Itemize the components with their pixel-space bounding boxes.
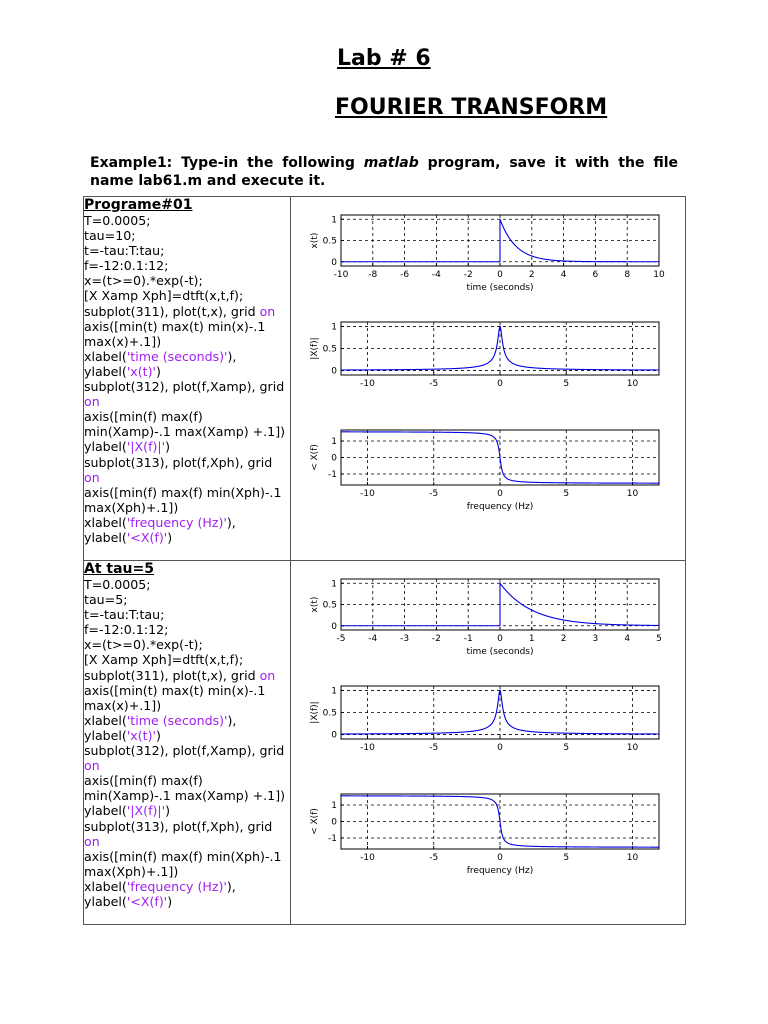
- x-tick-label: 0: [497, 379, 503, 389]
- code-line: [84, 515, 290, 545]
- code-text: t=-tau:T:tau;: [84, 243, 165, 259]
- x-tick-label: 0: [497, 743, 503, 753]
- code-text: x=(t>=0).*exp(-t);: [84, 273, 203, 289]
- x-tick-label: 5: [656, 634, 662, 644]
- code-line: [84, 577, 290, 592]
- code-block: [84, 577, 290, 909]
- x-tick-label: 5: [563, 379, 570, 389]
- code-block: [84, 213, 290, 545]
- x-tick-label: -10: [360, 853, 375, 863]
- x-tick-label: 5: [563, 853, 570, 863]
- code-line: [84, 288, 290, 303]
- code-text: t=-tau:T:tau;: [84, 607, 165, 623]
- code-line: [84, 773, 290, 803]
- code-line: [84, 273, 290, 288]
- x-tick-label: -5: [429, 853, 439, 863]
- code-line: [84, 243, 290, 258]
- code-text: axis([min(f) max(f) min(Xph)-.1 max(Xph)+.1]): [84, 484, 286, 515]
- code-text: subplot(313), plot(f,Xph), grid: [84, 818, 277, 834]
- code-line: [84, 379, 290, 409]
- section-heading: At tau=5: [84, 561, 154, 577]
- code-line: [84, 652, 290, 667]
- code-string: 'time (seconds)': [126, 712, 228, 728]
- code-cell-1: [84, 197, 291, 561]
- x-tick-label: -4: [431, 270, 441, 280]
- x-tick-label: 4: [560, 270, 567, 280]
- code-line: [84, 592, 290, 607]
- intro-text: Example1: Type-in the following: [90, 155, 364, 171]
- chart-magnitude: [310, 686, 659, 753]
- x-tick-label: 5: [563, 743, 570, 753]
- x-tick-label: 8: [624, 270, 631, 280]
- x-tick-label: 2: [560, 634, 567, 644]
- x-tick-label: 10: [626, 743, 639, 753]
- code-text: ), ylabel(: [84, 712, 241, 743]
- code-string: '<X(f)': [126, 893, 168, 909]
- code-text: x=(t>=0).*exp(-t);: [84, 637, 203, 653]
- code-string: on: [84, 394, 100, 410]
- y-tick-label: 1: [331, 686, 337, 697]
- code-line: [84, 607, 290, 622]
- x-tick-label: 6: [592, 270, 599, 280]
- code-string: 'frequency (Hz)': [126, 514, 227, 530]
- code-text: tau=5;: [84, 592, 128, 608]
- y-axis-label: |X(f)|: [310, 337, 320, 360]
- code-string: '|X(f)|': [126, 439, 166, 455]
- code-string: 'time (seconds)': [126, 348, 228, 364]
- code-text: [X Xamp Xph]=dtft(x,t,f);: [84, 652, 244, 668]
- intro-matlab: matlab: [363, 155, 419, 171]
- x-tick-label: 10: [626, 379, 639, 389]
- code-line: [84, 879, 290, 909]
- x-tick-label: 0: [497, 853, 503, 863]
- code-line: [84, 485, 290, 515]
- code-line: [84, 213, 290, 228]
- y-axis-label: < X(f): [310, 444, 320, 471]
- y-axis-label: x(t): [310, 596, 320, 613]
- code-line: [84, 637, 290, 652]
- code-text: f=-12:0.1:12;: [84, 258, 169, 274]
- code-string: on: [259, 667, 276, 683]
- x-tick-label: 0: [497, 270, 503, 280]
- code-text: axis([min(f) max(f) min(Xamp)-.1 max(Xamp) +.1]): [84, 773, 286, 804]
- chart-time: [310, 579, 662, 657]
- x-tick-label: 5: [563, 489, 570, 499]
- chart-time: [310, 215, 665, 293]
- x-axis-label: time (seconds): [466, 283, 534, 293]
- x-axis-label: frequency (Hz): [466, 866, 534, 876]
- y-tick-label: 1: [331, 322, 337, 333]
- code-text: subplot(313), plot(f,Xph), grid: [84, 454, 277, 470]
- x-tick-label: 3: [592, 634, 599, 644]
- code-line: [84, 409, 290, 439]
- code-line: [84, 622, 290, 637]
- code-text: ), ylabel(: [84, 348, 241, 379]
- code-text: subplot(311), plot(t,x), grid: [84, 303, 260, 319]
- x-tick-label: -5: [336, 634, 346, 644]
- x-tick-label: 10: [626, 489, 639, 499]
- code-line: [84, 349, 290, 379]
- code-string: 'frequency (Hz)': [126, 878, 227, 894]
- x-tick-label: -5: [429, 489, 439, 499]
- y-tick-label: 0: [331, 366, 337, 377]
- y-tick-label: 0.5: [322, 708, 337, 719]
- intro-paragraph: [90, 154, 678, 190]
- code-text: ), ylabel(: [84, 514, 240, 545]
- code-text: axis([min(f) max(f) min(Xamp)-.1 max(Xamp) +.1]): [84, 409, 286, 440]
- x-tick-label: -3: [400, 634, 410, 644]
- code-line: [84, 319, 290, 349]
- y-tick-label: -1: [328, 833, 337, 844]
- code-text: ): [165, 803, 171, 819]
- y-tick-label: 1: [331, 801, 337, 812]
- code-text: subplot(312), plot(f,Xamp), grid: [84, 743, 289, 759]
- y-tick-label: 0: [331, 621, 337, 632]
- x-tick-label: -10: [360, 743, 375, 753]
- code-text: subplot(312), plot(f,Xamp), grid: [84, 379, 289, 395]
- code-text: ), ylabel(: [84, 878, 240, 909]
- code-text: axis([min(f) max(f) min(Xph)-.1 max(Xph)+.1]): [84, 848, 286, 879]
- code-string: on: [259, 303, 276, 319]
- code-line: [84, 304, 290, 319]
- y-tick-label: 1: [331, 579, 337, 590]
- x-tick-label: 1: [528, 634, 535, 644]
- y-tick-label: 1: [331, 215, 337, 226]
- code-cell-2: [84, 561, 291, 925]
- code-line: [84, 439, 290, 454]
- code-text: xlabel(: [84, 348, 127, 364]
- code-text: axis([min(t) max(t) min(x)-.1 max(x)+.1]): [84, 318, 270, 349]
- code-text: xlabel(: [84, 712, 127, 728]
- code-text: [X Xamp Xph]=dtft(x,t,f);: [84, 288, 244, 304]
- code-text: axis([min(t) max(t) min(x)-.1 max(x)+.1]): [84, 682, 270, 713]
- code-text: ): [155, 363, 161, 379]
- y-tick-label: 0.5: [322, 600, 337, 611]
- x-axis-label: frequency (Hz): [466, 502, 534, 512]
- x-tick-label: 2: [528, 270, 535, 280]
- main-title: FOURIER TRANSFORM: [335, 95, 608, 120]
- code-line: [84, 743, 290, 773]
- y-axis-label: |X(f)|: [310, 701, 320, 724]
- plot-cell-1: [291, 197, 686, 561]
- code-text: ): [167, 529, 173, 545]
- code-text: ): [165, 439, 171, 455]
- x-tick-label: -10: [333, 270, 349, 280]
- y-tick-label: 0.5: [322, 344, 337, 355]
- code-text: xlabel(: [84, 878, 127, 894]
- x-tick-label: 0: [497, 489, 503, 499]
- x-tick-label: -2: [463, 270, 473, 280]
- x-tick-label: -5: [429, 379, 439, 389]
- x-tick-label: -5: [429, 743, 439, 753]
- y-tick-label: -1: [328, 469, 337, 480]
- x-tick-label: 0: [497, 634, 503, 644]
- plot-cell-2: [291, 561, 686, 925]
- code-text: ylabel(: [84, 803, 127, 819]
- x-tick-label: -10: [360, 379, 375, 389]
- code-text: subplot(311), plot(t,x), grid: [84, 667, 260, 683]
- x-tick-label: 10: [653, 270, 665, 280]
- code-line: [84, 819, 290, 849]
- code-line: [84, 455, 290, 485]
- chart-phase: [310, 430, 659, 512]
- code-string: '<X(f)': [126, 529, 168, 545]
- y-tick-label: 0: [331, 257, 337, 268]
- code-text: f=-12:0.1:12;: [84, 622, 169, 638]
- x-tick-label: -2: [431, 634, 441, 644]
- lab-title: Lab # 6: [337, 46, 431, 71]
- plot-panel-1: [291, 197, 684, 559]
- code-text: ): [155, 727, 161, 743]
- x-tick-label: -4: [368, 634, 378, 644]
- code-text: tau=10;: [84, 228, 136, 244]
- code-line: [84, 683, 290, 713]
- x-axis-label: time (seconds): [466, 647, 534, 657]
- code-string: 'x(t)': [126, 363, 156, 379]
- x-tick-label: -10: [360, 489, 375, 499]
- code-string: on: [84, 758, 100, 774]
- y-tick-label: 0: [331, 453, 337, 464]
- code-line: [84, 849, 290, 879]
- code-line: [84, 803, 290, 818]
- section-heading: Programe#01: [84, 197, 193, 213]
- code-line: [84, 668, 290, 683]
- chart-phase: [310, 794, 659, 876]
- code-string: on: [84, 469, 100, 485]
- y-axis-label: < X(f): [310, 808, 320, 835]
- code-text: ): [167, 893, 173, 909]
- code-line: [84, 228, 290, 243]
- code-string: '|X(f)|': [126, 803, 166, 819]
- code-string: on: [84, 833, 100, 849]
- section-row-2: [84, 561, 686, 925]
- y-axis-label: x(t): [310, 232, 320, 249]
- x-tick-label: -8: [368, 270, 378, 280]
- intro-text-end: program, save it with the file name lab61.m and execute it.: [90, 155, 679, 189]
- code-text: T=0.0005;: [84, 577, 151, 592]
- x-tick-label: -1: [463, 634, 473, 644]
- lab-table: [83, 196, 686, 925]
- x-tick-label: 10: [626, 853, 639, 863]
- x-tick-label: -6: [400, 270, 410, 280]
- section-row-1: [84, 197, 686, 561]
- chart-magnitude: [310, 322, 659, 389]
- code-text: T=0.0005;: [84, 213, 151, 228]
- code-line: [84, 713, 290, 743]
- y-tick-label: 0: [331, 817, 337, 828]
- y-tick-label: 0.5: [322, 236, 337, 247]
- y-tick-label: 1: [331, 437, 337, 448]
- x-tick-label: 4: [624, 634, 631, 644]
- code-text: xlabel(: [84, 514, 127, 530]
- code-line: [84, 258, 290, 273]
- code-string: 'x(t)': [126, 727, 156, 743]
- plot-panel-2: [291, 561, 684, 923]
- y-tick-label: 0: [331, 730, 337, 741]
- code-text: ylabel(: [84, 439, 127, 455]
